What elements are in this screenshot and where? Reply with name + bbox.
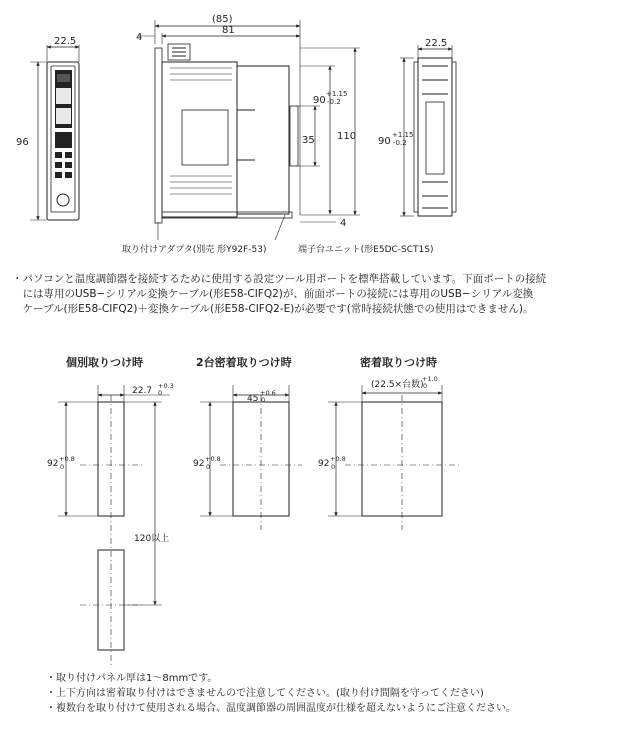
side-view bbox=[138, 20, 360, 240]
callout-adapter: 取り付けアダプタ(別売 形Y92F-53) bbox=[122, 245, 267, 255]
side-overall-label: (85) bbox=[212, 14, 233, 25]
cutout-multi-title: 密着取りつけ時 bbox=[360, 356, 437, 369]
side-body-label: 81 bbox=[222, 25, 235, 36]
side-bottom-offset-label: 4 bbox=[340, 218, 347, 229]
cutout-single-width: 22.7 bbox=[132, 386, 153, 396]
side-tol-hi: +1.15 bbox=[326, 90, 348, 98]
side-tol-lo: -0.2 bbox=[327, 98, 341, 106]
cutout-multi-width-tol-hi: +1.0 bbox=[422, 375, 438, 383]
side-mid-label: 35 bbox=[302, 135, 315, 146]
cutout-single-width-tol-hi: +0.3 bbox=[158, 382, 174, 390]
front-width-label: 22.5 bbox=[54, 36, 77, 47]
cutout-single bbox=[58, 385, 170, 665]
cutout-single-width-tol-lo: 0 bbox=[158, 389, 163, 397]
cutout-multi-width: (22.5×台数) bbox=[371, 380, 424, 390]
rear-width-label: 22.5 bbox=[425, 38, 448, 49]
cutout-multi-height-tol-lo: 0 bbox=[331, 463, 336, 471]
cutout-double-height-tol-lo: 0 bbox=[206, 463, 211, 471]
cutout-multi bbox=[328, 385, 462, 530]
front-view bbox=[30, 45, 79, 220]
cutout-multi-width-tol-lo: 0 bbox=[423, 382, 428, 390]
usb-note-line-2: には専用のUSB−シリアル変換ケーブル(形E58-CIFQ2)が、前面ポートの接続には専用のUSB−シリアル変換 bbox=[12, 288, 534, 300]
side-top-offset-label: 4 bbox=[136, 32, 143, 43]
footnote-1: ・取り付けパネル厚は1〜8mmです。 bbox=[46, 673, 218, 684]
cutout-double-width-tol-hi: +0.6 bbox=[260, 389, 276, 397]
footnote-3: ・複数台を取り付けて使用される場合、温度調節器の周囲温度が仕様を超えないようにご注意ください。 bbox=[46, 703, 516, 714]
usb-note-line-3: ケーブル(形E58-CIFQ2)＋変換ケーブル(形E58-CIFQ2-E)が必要です(常時接続状態での使用はできません)。 bbox=[12, 303, 534, 315]
cutout-double-width: 45 bbox=[247, 394, 259, 404]
cutout-single-gap: 120以上 bbox=[134, 534, 170, 544]
footnote-2: ・上下方向は密着取り付けはできませんので注意してください。(取り付け間隔を守ってください) bbox=[46, 688, 484, 699]
front-height-label: 96 bbox=[16, 137, 29, 148]
rear-tol-lo: -0.2 bbox=[393, 139, 407, 147]
cutout-double-title: 2台密着取りつけ時 bbox=[196, 356, 292, 369]
cutout-single-height-tol-hi: +0.8 bbox=[59, 455, 75, 463]
callout-terminal: 端子台ユニット(形E5DC-SCT1S) bbox=[298, 245, 434, 255]
rear-tol-hi: +1.15 bbox=[392, 131, 414, 139]
cutout-single-height: 92 bbox=[47, 459, 59, 469]
cutout-multi-height-tol-hi: +0.8 bbox=[330, 455, 346, 463]
cutout-multi-height: 92 bbox=[318, 459, 330, 469]
cutout-double-width-tol-lo: 0 bbox=[261, 396, 266, 404]
side-right-height-label: 90 bbox=[313, 95, 326, 106]
cutout-double-height-tol-hi: +0.8 bbox=[205, 455, 221, 463]
side-height-label: 110 bbox=[337, 131, 357, 142]
cutout-single-title: 個別取りつけ時 bbox=[66, 356, 143, 369]
cutout-double-height: 92 bbox=[193, 459, 205, 469]
cutout-single-height-tol-lo: 0 bbox=[60, 463, 65, 471]
usb-note-line-1: ・パソコンと温度調節器を接続するために使用する設定ツール用ポートを標準搭載しています。下面ポートの接続 bbox=[12, 273, 547, 285]
rear-height-label: 90 bbox=[378, 136, 391, 147]
